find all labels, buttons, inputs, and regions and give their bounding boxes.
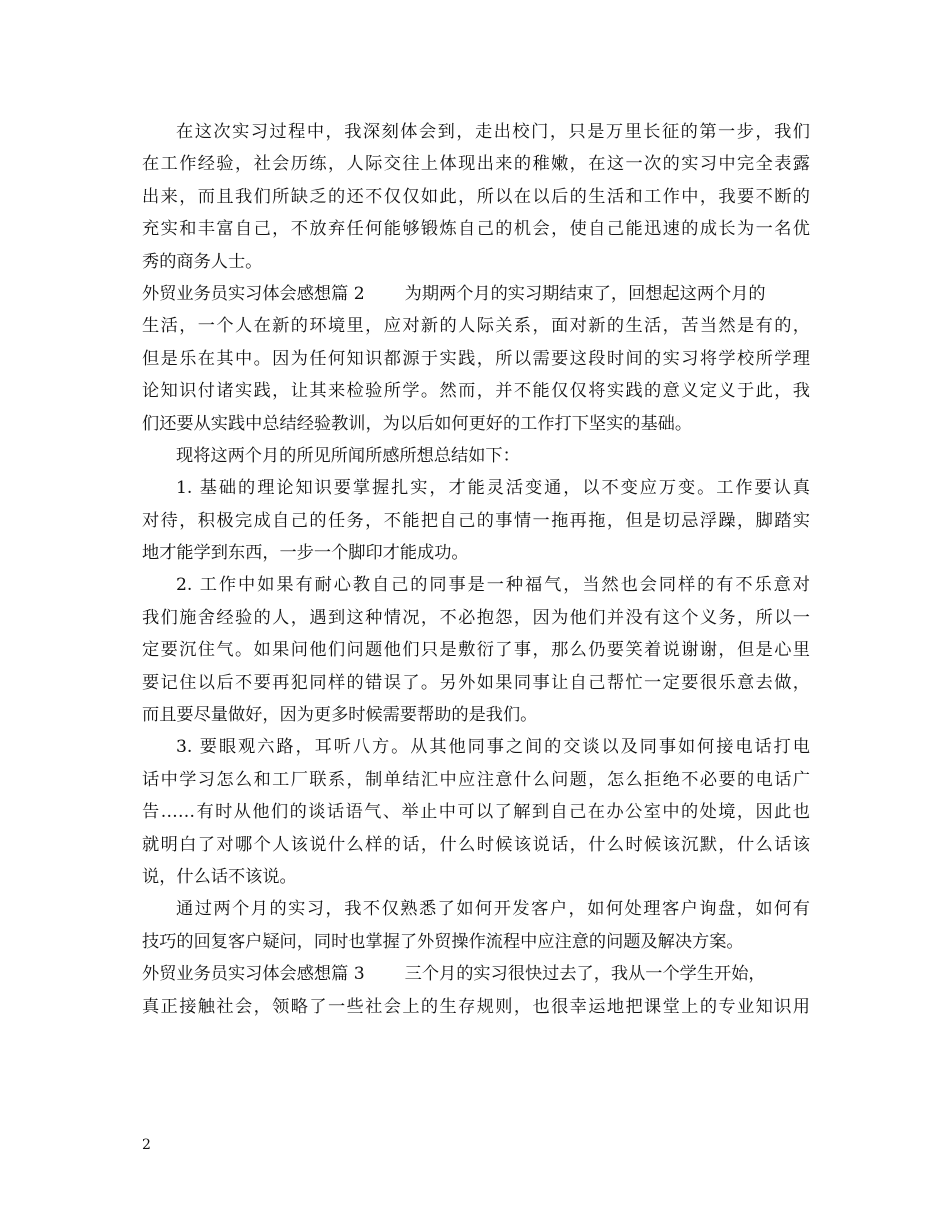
text-line: 在工作经验，社会历练，人际交往上体现出来的稚嫩，在这一次的实习中完全表露 xyxy=(142,154,810,175)
document-body xyxy=(142,116,810,1023)
text-line: 出来，而且我们所缺乏的还不仅仅如此，所以在以后的生活和工作中，我要不断的 xyxy=(142,186,810,207)
text-line-content: 为期两个月的实习期结束了，回想起这两个月的 xyxy=(404,283,766,304)
text-line: 技巧的回复客户疑问，同时也掌握了外贸操作流程中应注意的问题及解决方案。 xyxy=(142,931,744,952)
text-line-content: 三个月的实习很快过去了，我从一个学生开始， xyxy=(404,964,766,985)
text-line: 话中学习怎么和工厂联系，制单结汇中应注意什么问题，怎么拒绝不必要的电话广 xyxy=(142,769,810,790)
text-line: 1. 基础的理论知识要掌握扎实，才能灵活变通，以不变应万变。工作要认真 xyxy=(176,478,810,499)
text-line: 而且要尽量做好，因为更多时候需要帮助的是我们。 xyxy=(142,705,538,726)
text-line: 们还要从实践中总结经验教训，为以后如何更好的工作打下坚实的基础。 xyxy=(142,413,693,434)
text-line: 2. 工作中如果有耐心教自己的同事是一种福气，当然也会同样的有不乐意对 xyxy=(176,575,810,596)
text-line xyxy=(142,958,810,990)
text-line: 通过两个月的实习，我不仅熟悉了如何开发客户，如何处理客户询盘，如何有 xyxy=(176,899,810,920)
text-line: 告……有时从他们的谈话语气、举止中可以了解到自己在办公室中的处境，因此也 xyxy=(142,802,810,823)
text-line: 我们施舍经验的人，遇到这种情况，不必抱怨，因为他们并没有这个义务，所以一 xyxy=(142,607,810,628)
text-line: 说，什么话不该说。 xyxy=(142,866,297,887)
text-line: 地才能学到东西，一步一个脚印才能成功。 xyxy=(142,543,469,564)
text-line: 但是乐在其中。因为任何知识都源于实践，所以需要这段时间的实习将学校所学理 xyxy=(142,348,810,369)
text-line: 真正接触社会，领略了一些社会上的生存规则，也很幸运地把课堂上的专业知识用 xyxy=(142,996,810,1017)
text-line: 就明白了对哪个人该说什么样的话，什么时候该说话，什么时候该沉默，什么话该 xyxy=(142,834,810,855)
section-heading: 外贸业务员实习体会感想篇 3 xyxy=(142,964,365,985)
text-line xyxy=(142,278,810,310)
text-line: 论知识付诸实践，让其来检验所学。然而，并不能仅仅将实践的意义定义于此，我 xyxy=(142,381,810,402)
text-line: 定要沉住气。如果问他们问题他们只是敷衍了事，那么仍要笑着说谢谢，但是心里 xyxy=(142,640,810,661)
section-heading: 外贸业务员实习体会感想篇 2 xyxy=(142,283,365,304)
text-line: 对待，积极完成自己的任务，不能把自己的事情一拖再拖，但是切忌浮躁，脚踏实 xyxy=(142,510,810,531)
text-line: 秀的商务人士。 xyxy=(142,251,263,272)
text-line: 生活，一个人在新的环境里，应对新的人际关系，面对新的生活，苦当然是有的， xyxy=(142,316,810,337)
page-number: 2 xyxy=(142,1137,151,1153)
text-line: 充实和丰富自己，不放弃任何能够锻炼自己的机会，使自己能迅速的成长为一名优 xyxy=(142,219,810,240)
text-line: 现将这两个月的所见所闻所感所想总结如下： xyxy=(176,445,520,466)
text-line: 3. 要眼观六路，耳听八方。从其他同事之间的交谈以及同事如何接电话打电 xyxy=(176,737,810,758)
text-line: 要记住以后不要再犯同样的错误了。另外如果同事让自己帮忙一定要很乐意去做， xyxy=(142,672,810,693)
text-line: 在这次实习过程中，我深刻体会到，走出校门，只是万里长征的第一步，我们 xyxy=(176,122,810,142)
